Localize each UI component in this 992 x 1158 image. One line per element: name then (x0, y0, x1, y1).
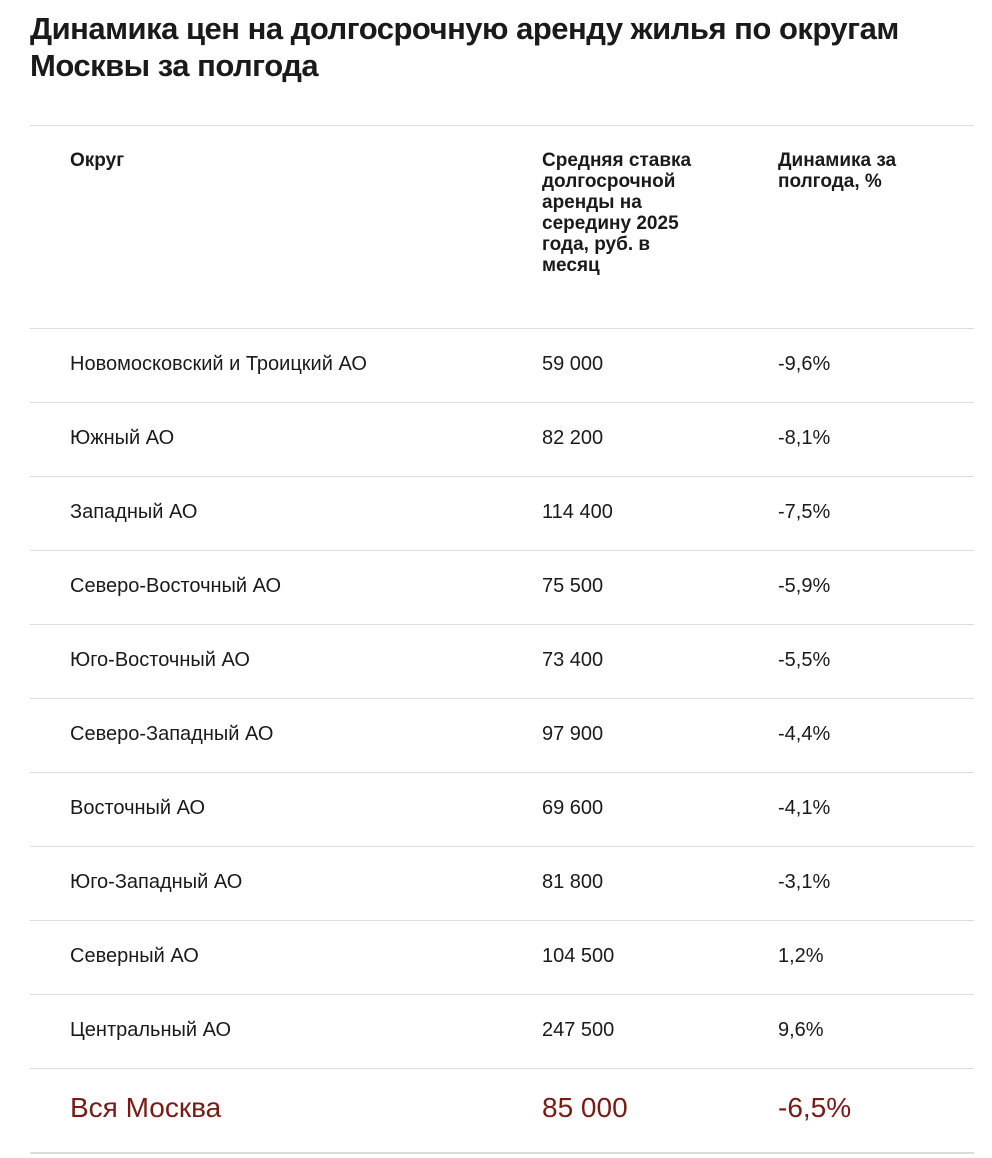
total-district-cell: Вся Москва (70, 1092, 222, 1123)
header-district: Округ (70, 150, 125, 171)
change-cell: -9,6% (778, 353, 831, 375)
district-cell: Юго-Восточный АО (70, 649, 250, 671)
table-row (30, 477, 974, 551)
avg-rent-cell: 104 500 (542, 945, 615, 967)
change-cell: -7,5% (778, 501, 831, 523)
table-total-row (30, 1069, 974, 1154)
total-avg-rent-cell: 85 000 (542, 1092, 628, 1123)
table-row (30, 625, 974, 699)
avg-rent-cell: 247 500 (542, 1019, 615, 1041)
district-cell: Восточный АО (70, 797, 206, 819)
change-cell: 1,2% (778, 945, 824, 967)
district-cell: Северо-Восточный АО (70, 575, 282, 597)
total-change-cell: -6,5% (778, 1092, 852, 1123)
change-cell: -5,9% (778, 575, 831, 597)
change-cell: -5,5% (778, 649, 831, 671)
district-cell: Юго-Западный АО (70, 871, 243, 893)
avg-rent-cell: 114 400 (542, 501, 613, 523)
avg-rent-cell: 73 400 (542, 649, 604, 671)
district-cell: Северо-Западный АО (70, 723, 274, 745)
table-row (30, 847, 974, 921)
avg-rent-cell: 69 600 (542, 797, 604, 819)
table-row (30, 921, 974, 995)
table-header-row (30, 126, 974, 329)
avg-rent-cell: 97 900 (542, 723, 604, 745)
avg-rent-cell: 82 200 (542, 427, 604, 449)
district-cell: Центральный АО (70, 1019, 232, 1041)
change-cell: -4,4% (778, 723, 831, 745)
change-cell: 9,6% (778, 1019, 824, 1041)
district-cell: Северный АО (70, 945, 199, 967)
avg-rent-cell: 59 000 (542, 353, 604, 375)
header-change: Динамика за полгода, % (778, 150, 897, 192)
page-title: Динамика цен на долгосрочную аренду жилья по округам Москвы за полгода (30, 11, 899, 83)
rent-table (30, 125, 974, 1154)
avg-rent-cell: 75 500 (542, 575, 604, 597)
header-avg-rent: Средняя ставка долгосрочной аренды на середину 2025 года, руб. в месяц (542, 150, 692, 276)
table-row (30, 329, 974, 403)
table-row (30, 995, 974, 1069)
change-cell: -8,1% (778, 427, 831, 449)
change-cell: -4,1% (778, 797, 831, 819)
table-row (30, 699, 974, 773)
avg-rent-cell: 81 800 (542, 871, 604, 893)
change-cell: -3,1% (778, 871, 831, 893)
table-row (30, 773, 974, 847)
table-row (30, 403, 974, 477)
table-row (30, 551, 974, 625)
district-cell: Южный АО (70, 427, 175, 449)
district-cell: Западный АО (70, 501, 198, 523)
district-cell: Новомосковский и Троицкий АО (70, 353, 367, 375)
